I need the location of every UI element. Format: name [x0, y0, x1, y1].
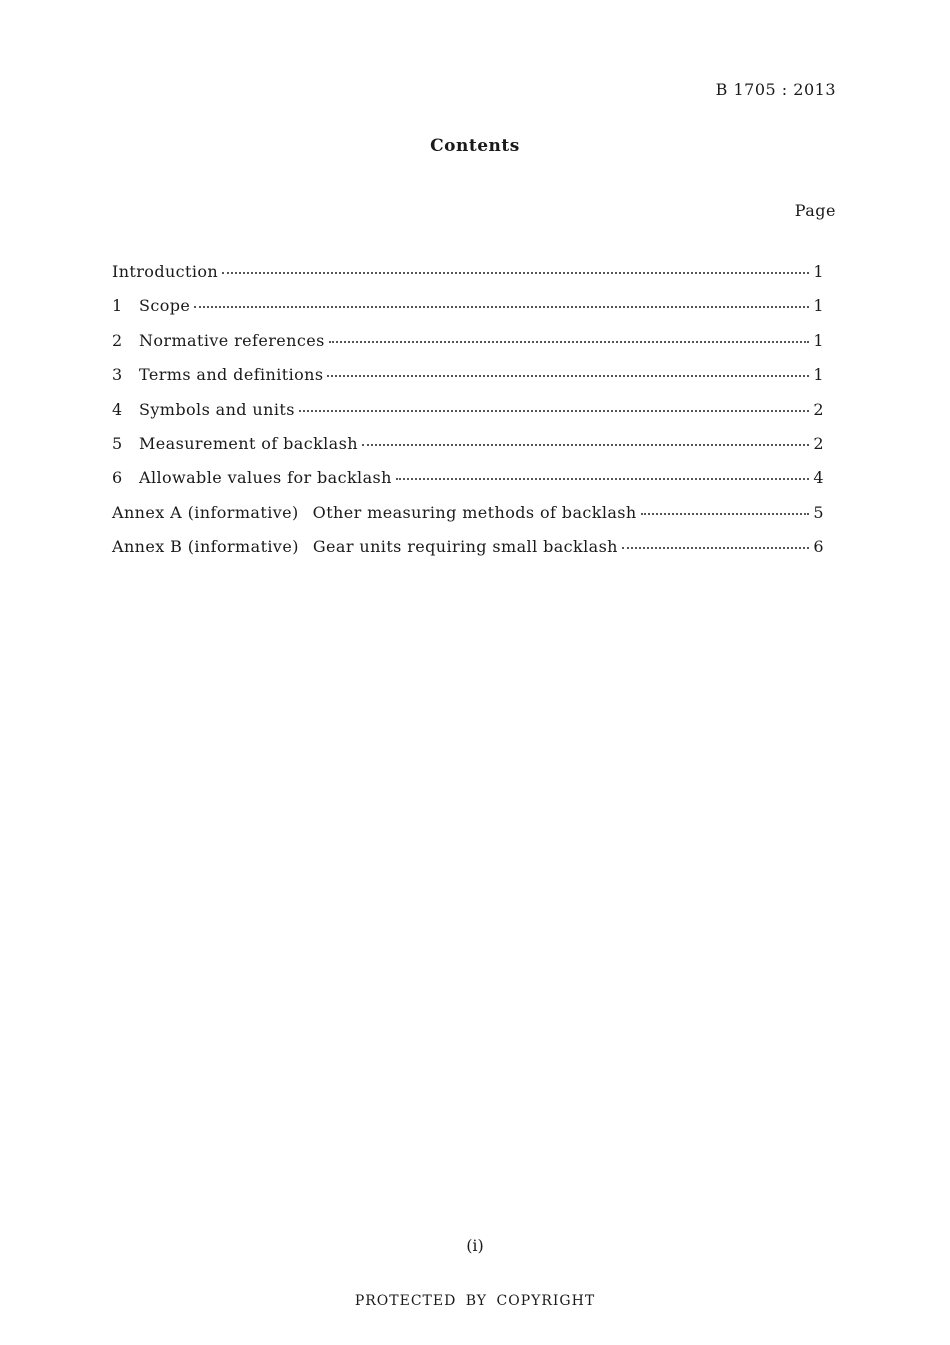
- toc-entry-page: 2: [813, 433, 824, 453]
- toc-annex-label: Annex B (informative): [112, 537, 299, 557]
- toc-entry-number: 4: [112, 399, 123, 419]
- toc-entry-annex-b[interactable]: [112, 537, 824, 571]
- toc-entry-allowable-values[interactable]: [112, 468, 824, 502]
- toc-entry-title: Gear units requiring small backlash: [312, 537, 618, 557]
- toc-entry-page: 1: [813, 330, 824, 350]
- toc-entry-title: Introduction: [112, 262, 219, 281]
- toc-entry-introduction[interactable]: [112, 262, 824, 296]
- toc-entry-page: 4: [813, 468, 824, 488]
- toc-entry-title: Other measuring methods of backlash: [312, 502, 637, 522]
- toc-entry-number: 5: [112, 433, 123, 453]
- toc-entry-measurement-of-backlash[interactable]: [112, 434, 824, 468]
- toc-entry-title: Symbols and units: [139, 399, 295, 419]
- contents-title: Contents: [430, 136, 520, 156]
- leader-dots: [362, 443, 809, 446]
- leader-dots: [329, 340, 810, 343]
- toc-entry-symbols-and-units[interactable]: [112, 400, 824, 434]
- leader-dots: [396, 477, 810, 480]
- toc-entry-number: 1: [112, 296, 123, 316]
- toc-entry-page: 1: [813, 296, 824, 316]
- toc-entry-page: 1: [813, 365, 824, 385]
- toc-entry-annex-a[interactable]: [112, 503, 824, 537]
- toc-entry-number: 2: [112, 330, 123, 350]
- toc-entry-page: 6: [813, 537, 824, 557]
- toc-entry-page: 5: [813, 502, 824, 522]
- toc-entry-number: 3: [112, 365, 123, 385]
- toc-entry-normative-references[interactable]: [112, 331, 824, 365]
- toc-entry-page: 2: [813, 399, 824, 419]
- leader-dots: [327, 374, 809, 377]
- page-column-header: Page: [794, 201, 836, 220]
- toc-entry-title: Scope: [139, 296, 191, 316]
- copyright-notice: PROTECTED BY COPYRIGHT: [354, 1293, 596, 1309]
- toc-annex-label: Annex A (informative): [112, 502, 299, 522]
- leader-dots: [622, 546, 810, 549]
- document-code: B 1705 : 2013: [715, 80, 836, 99]
- leader-dots: [299, 409, 810, 412]
- leader-dots: [641, 512, 810, 515]
- toc-entry-title: Allowable values for backlash: [139, 468, 392, 488]
- toc-entry-title: Measurement of backlash: [139, 433, 358, 453]
- toc-entry-title: Normative references: [139, 330, 325, 350]
- toc-entry-page: 1: [813, 262, 824, 281]
- table-of-contents: [112, 262, 824, 572]
- toc-entry-scope[interactable]: [112, 296, 824, 330]
- toc-entry-title: Terms and definitions: [139, 365, 324, 385]
- page-folio: (i): [466, 1236, 484, 1255]
- leader-dots: [222, 271, 809, 274]
- leader-dots: [194, 305, 809, 308]
- toc-entry-number: 6: [112, 468, 123, 488]
- toc-entry-terms-and-definitions[interactable]: [112, 365, 824, 399]
